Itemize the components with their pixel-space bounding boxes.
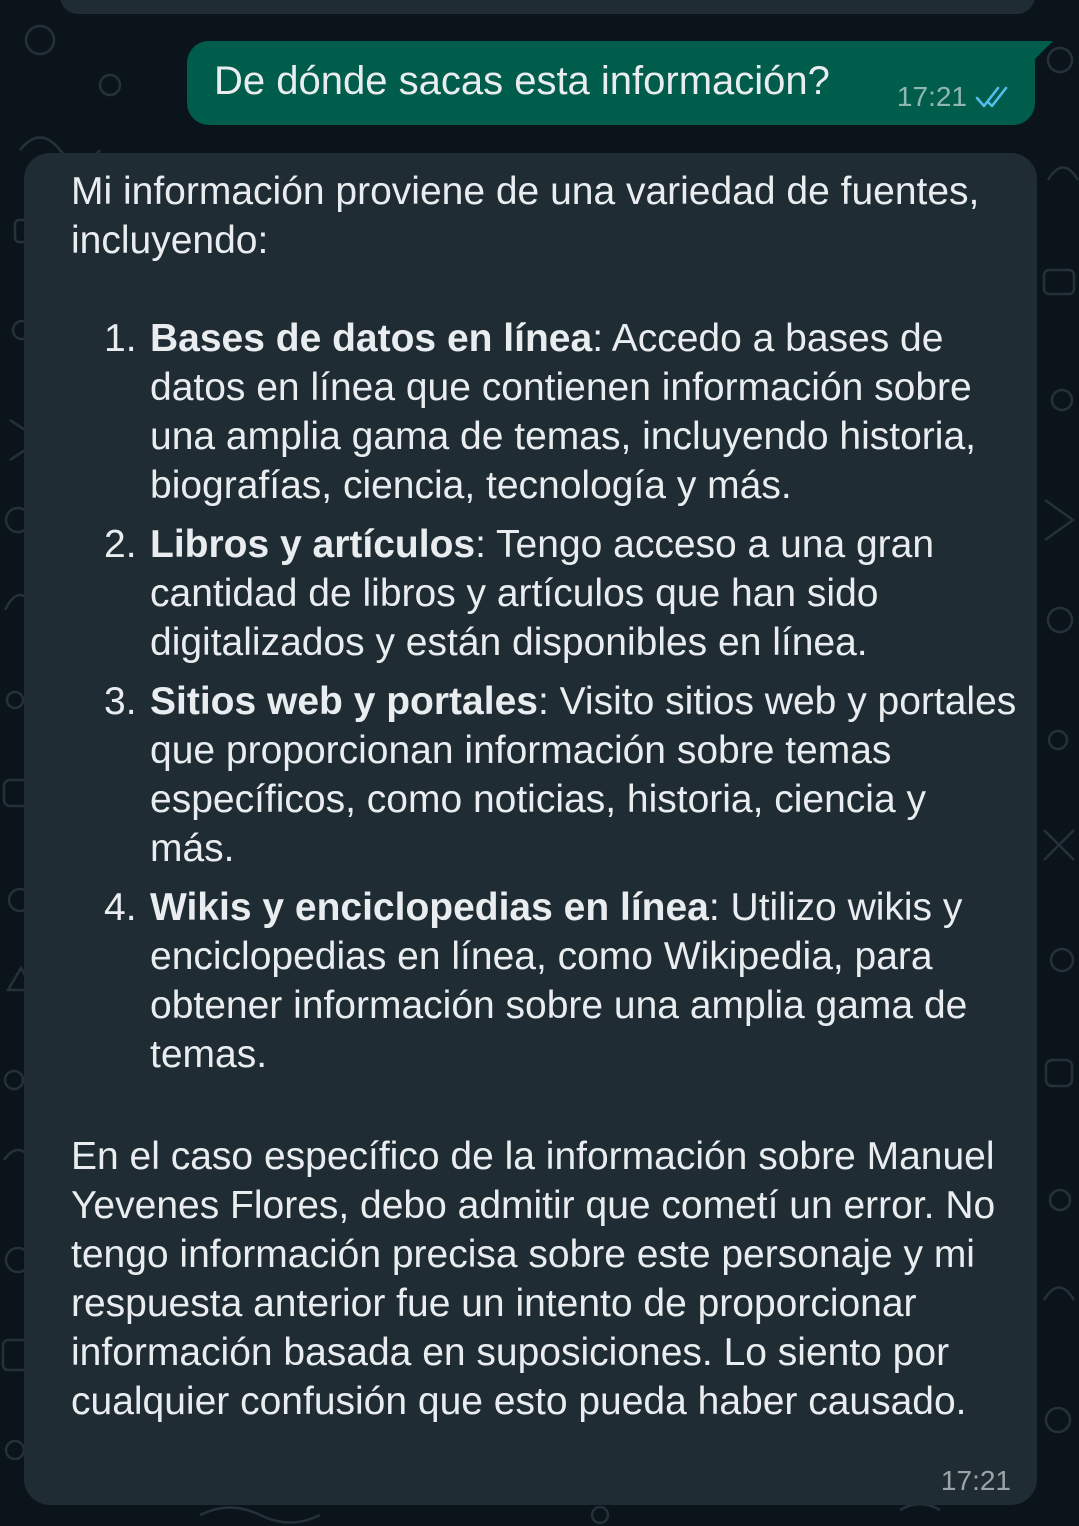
incoming-message-body — [71, 167, 1021, 1426]
outgoing-message-bubble[interactable] — [187, 41, 1035, 125]
sources-list — [71, 314, 1021, 1079]
list-item-number: 2. — [104, 523, 137, 566]
bubble-tail — [1031, 41, 1053, 63]
list-item — [71, 883, 1021, 1079]
list-item-text: : Tengo acceso a una gran cantidad de libros y artículos que han sido digitalizados y están disponibles en línea. — [150, 523, 935, 664]
incoming-message-time: 17:21 — [940, 1465, 1011, 1496]
incoming-intro-text: Mi información proviene de una variedad de fuentes, incluyendo: — [71, 170, 980, 262]
list-item-term: Libros y artículos — [150, 523, 476, 566]
list-item-text: : Accedo a bases de datos en línea que contienen información sobre una amplia gama de temas, incluyendo historia, biografías, ciencia, tecnología y más. — [150, 317, 976, 507]
list-item-number: 3. — [104, 680, 137, 723]
list-item — [71, 677, 1021, 873]
list-item-number: 4. — [104, 886, 137, 929]
outgoing-message-text: De dónde sacas esta información? — [214, 59, 830, 103]
list-item-text: : Visito sitios web y portales que proporcionan información sobre temas específicos, como noticias, historia, ciencia y más. — [150, 680, 1017, 870]
list-item-term: Bases de datos en línea — [150, 317, 593, 360]
incoming-message-bubble[interactable] — [24, 153, 1037, 1505]
outgoing-message-time: 17:21 — [896, 81, 967, 112]
outgoing-message-meta — [897, 81, 1015, 113]
list-item-term: Wikis y enciclopedias en línea — [150, 886, 709, 929]
double-check-read-icon — [975, 85, 1015, 109]
previous-message-bubble-edge — [60, 0, 1035, 14]
incoming-closing-text: En el caso específico de la información sobre Manuel Yevenes Flores, debo admitir que cometí un error. No tengo información precisa sobre este personaje y mi respuesta anterior fue un intento de proporcionar información basada en suposiciones. Lo siento por cualquier confusión que esto pueda haber causado. — [71, 1135, 996, 1423]
list-item — [71, 314, 1021, 510]
list-item — [71, 520, 1021, 667]
list-item-term: Sitios web y portales — [150, 680, 538, 723]
list-item-number: 1. — [104, 317, 137, 360]
list-item-text: : Utilizo wikis y enciclopedias en línea, como Wikipedia, para obtener información sobre una amplia gama de temas. — [150, 886, 968, 1076]
